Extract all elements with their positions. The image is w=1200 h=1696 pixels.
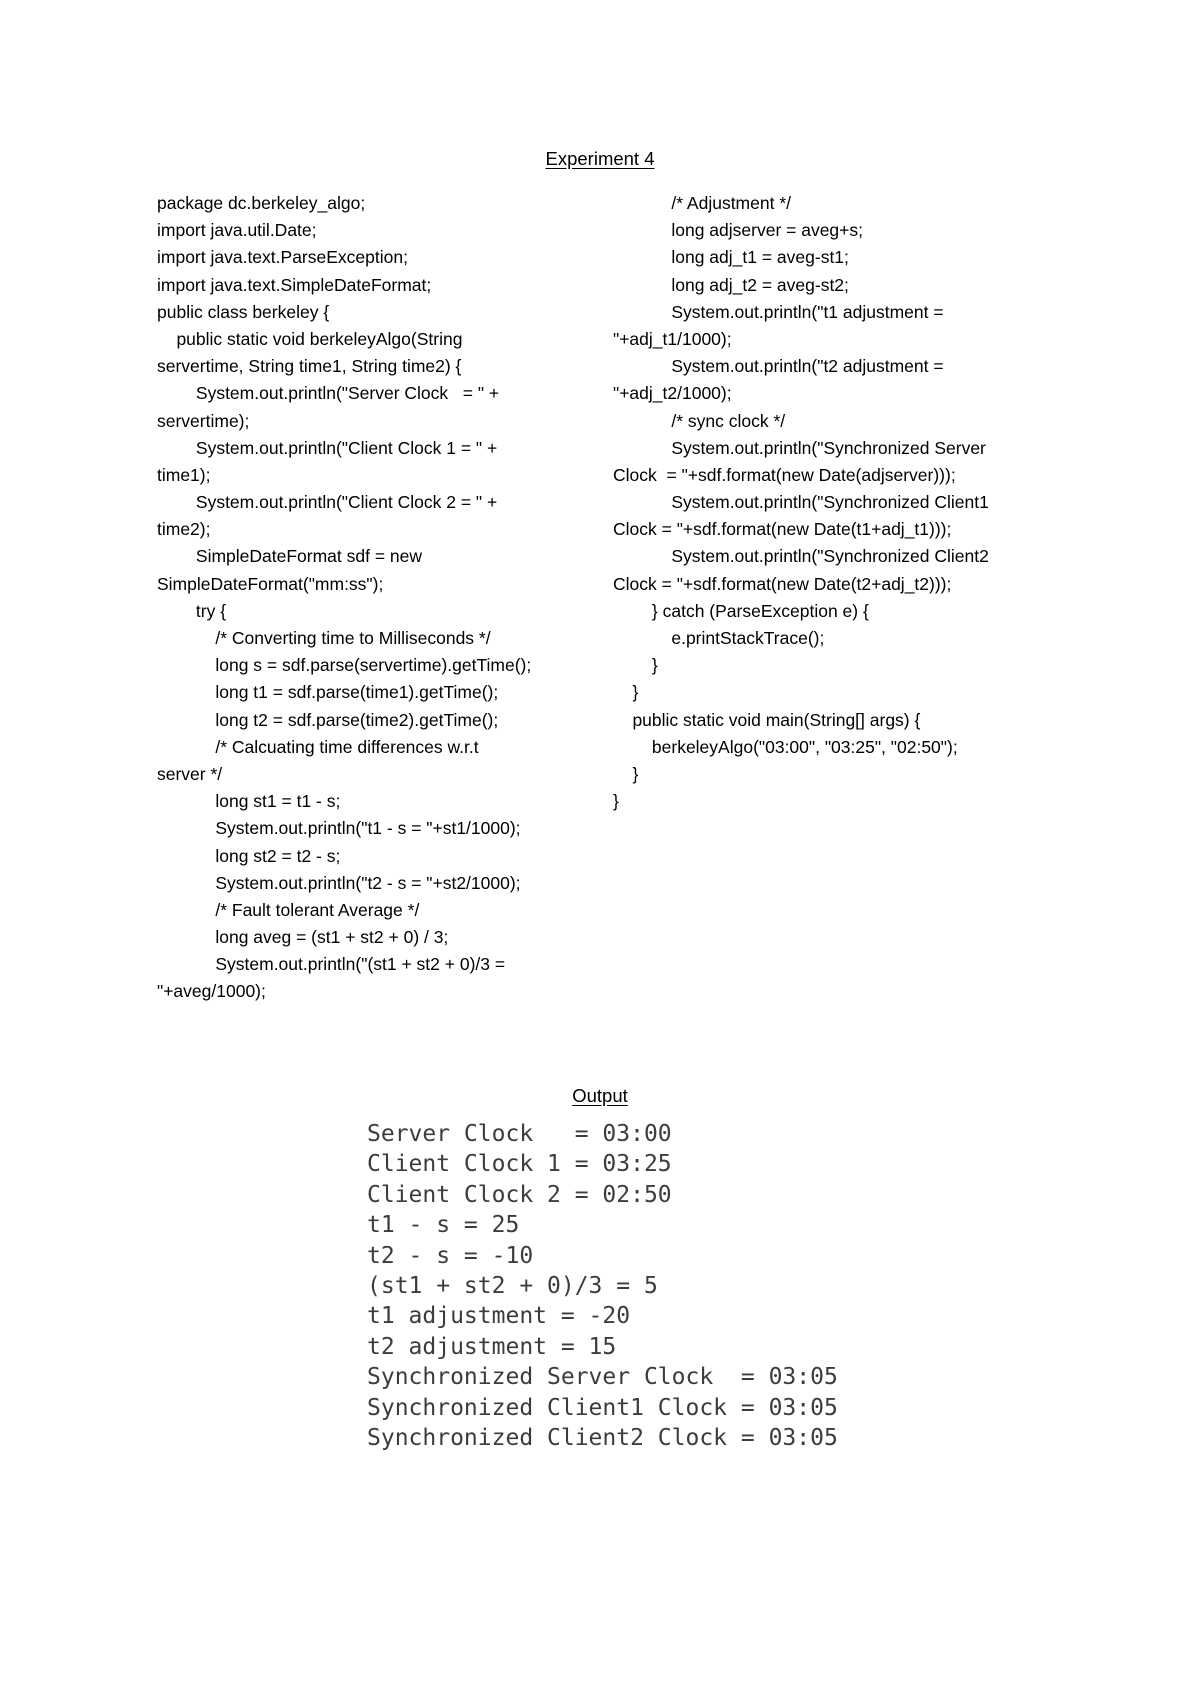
code-line: servertime); (157, 410, 250, 431)
console-output-line: t1 - s = 25 (367, 1212, 520, 1239)
code-line: } (613, 682, 639, 703)
console-output-line: Synchronized Client2 Clock = 03:05 (367, 1424, 838, 1451)
code-line: "+aveg/1000); (157, 981, 266, 1002)
code-line: public static void main(String[] args) { (613, 709, 921, 730)
code-line: berkeleyAlgo("03:00", "03:25", "02:50"); (613, 736, 958, 757)
code-line: long t2 = sdf.parse(time2).getTime(); (157, 709, 499, 730)
code-line: System.out.println("t2 - s = "+st2/1000); (157, 872, 521, 893)
code-line: /* Fault tolerant Average */ (157, 899, 420, 920)
code-line: /* Converting time to Milliseconds */ (157, 628, 491, 648)
code-line: time2); (157, 519, 211, 540)
code-line: System.out.println("t2 adjustment = (613, 356, 944, 377)
code-column-left (157, 190, 587, 1006)
code-line: public static void berkeleyAlgo(String (157, 328, 463, 349)
code-line: long adj_t1 = aveg-st1; (613, 247, 849, 268)
code-line: public class berkeley { (157, 301, 330, 322)
console-output-line: t1 adjustment = -20 (367, 1303, 631, 1330)
code-line: Clock = "+sdf.format(new Date(t1+adj_t1))); (613, 519, 952, 540)
code-line: } (613, 791, 619, 812)
code-line: "+adj_t1/1000); (613, 328, 732, 349)
console-output-line: Client Clock 2 = 02:50 (367, 1181, 672, 1208)
code-line: System.out.println("(st1 + st2 + 0)/3 = (157, 954, 506, 975)
code-line: long s = sdf.parse(servertime).getTime(); (157, 655, 532, 676)
console-output-line: Server Clock = 03:00 (367, 1121, 672, 1147)
code-line: SimpleDateFormat sdf = new (157, 546, 423, 567)
code-line: long adj_t2 = aveg-st2; (613, 274, 849, 295)
code-line: System.out.println("Synchronized Client2 (613, 546, 989, 567)
code-line: /* sync clock */ (613, 410, 786, 431)
code-line: try { (157, 600, 227, 621)
code-line: servertime, String time1, String time2) { (157, 356, 462, 377)
code-line: long st2 = t2 - s; (157, 845, 341, 866)
code-line: import java.text.ParseException; (157, 247, 408, 268)
code-line: long st1 = t1 - s; (157, 791, 341, 812)
console-output-line: Synchronized Server Clock = 03:05 (367, 1364, 838, 1391)
code-line: e.printStackTrace(); (613, 628, 825, 648)
code-line: package dc.berkeley_algo; (157, 193, 366, 213)
output-heading: Output (572, 1085, 628, 1106)
code-line: long adjserver = aveg+s; (613, 220, 863, 241)
console-output-line: Client Clock 1 = 03:25 (367, 1151, 672, 1178)
code-line: Clock = "+sdf.format(new Date(t2+adj_t2))); (613, 573, 952, 594)
console-output-line: t2 - s = -10 (367, 1242, 534, 1269)
code-line: import java.util.Date; (157, 220, 317, 241)
code-line: Clock = "+sdf.format(new Date(adjserver))); (613, 464, 956, 485)
console-output-line: t2 adjustment = 15 (367, 1333, 617, 1360)
code-line: long t1 = sdf.parse(time1).getTime(); (157, 682, 499, 703)
code-line: System.out.println("Server Clock = " + (157, 383, 500, 404)
code-line: server */ (157, 763, 223, 784)
code-line: System.out.println("t1 - s = "+st1/1000); (157, 818, 521, 839)
code-line: /* Adjustment */ (613, 193, 791, 213)
code-line: time1); (157, 464, 211, 485)
code-line: } (613, 655, 658, 676)
code-column-right (613, 190, 1073, 815)
code-line: } (613, 763, 639, 784)
code-line: } catch (ParseException e) { (613, 600, 869, 621)
code-line: /* Calcuating time differences w.r.t (157, 736, 479, 757)
code-line: long aveg = (st1 + st2 + 0) / 3; (157, 927, 449, 948)
code-line: System.out.println("Synchronized Client1 (613, 492, 989, 513)
code-line: System.out.println("t1 adjustment = (613, 301, 944, 322)
console-output (367, 1119, 838, 1453)
code-line: SimpleDateFormat("mm:ss"); (157, 573, 384, 594)
code-line: System.out.println("Client Clock 2 = " + (157, 492, 498, 513)
console-output-line: (st1 + st2 + 0)/3 = 5 (367, 1272, 658, 1299)
document-title: Experiment 4 (545, 148, 655, 169)
code-line: "+adj_t2/1000); (613, 383, 732, 404)
code-line: System.out.println("Client Clock 1 = " + (157, 437, 498, 458)
code-line: import java.text.SimpleDateFormat; (157, 274, 432, 295)
console-output-line: Synchronized Client1 Clock = 03:05 (367, 1394, 838, 1421)
code-line: System.out.println("Synchronized Server (613, 437, 986, 458)
